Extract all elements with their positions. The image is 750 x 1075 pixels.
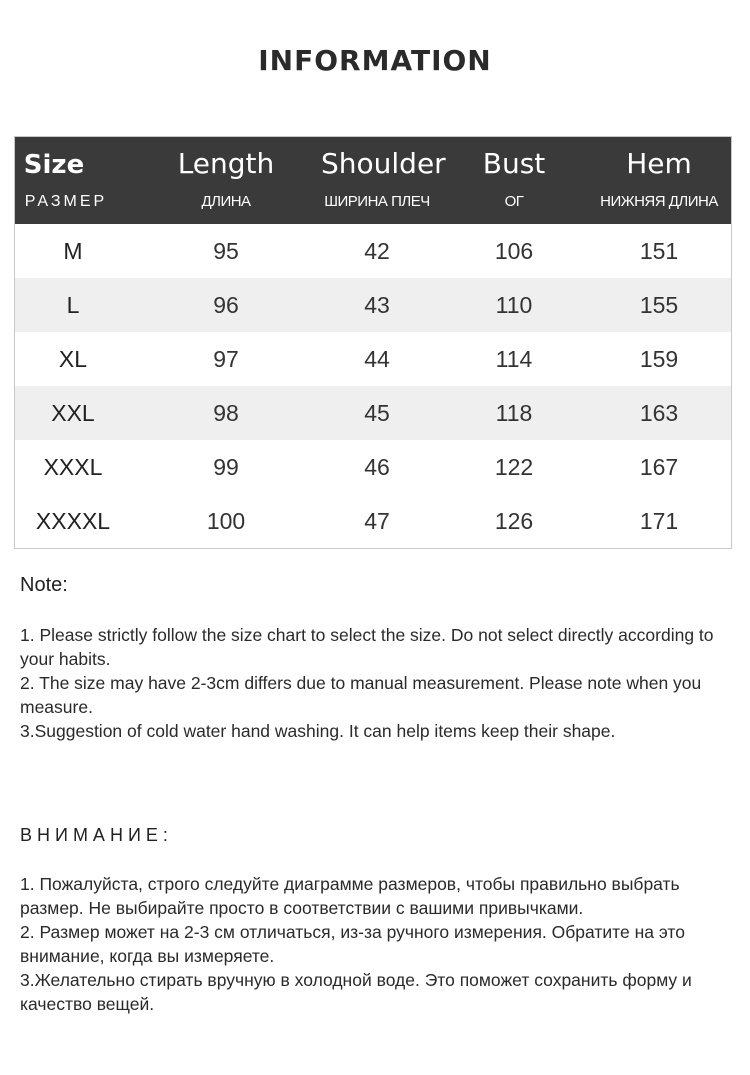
header-length [131, 137, 321, 224]
cell-bust: 106 [494, 238, 534, 264]
note-list [20, 623, 720, 743]
cell-size: XXXL [43, 454, 103, 480]
cell-length: 97 [213, 346, 239, 372]
table-row [15, 332, 731, 386]
cell-length: 99 [213, 454, 239, 480]
cell-size: L [66, 292, 80, 318]
header-length-ru: ДЛИНА [201, 193, 251, 210]
table-row [15, 440, 731, 494]
header-bust-ru: ОГ [504, 193, 524, 210]
header-size-ru: РАЗМЕР [24, 193, 108, 210]
cell-size: XXL [51, 400, 95, 426]
ru-note-list [20, 872, 720, 1016]
cell-hem: 171 [639, 508, 679, 534]
header-bust-en: Bust [482, 147, 546, 180]
note-heading: Note: [20, 574, 68, 596]
header-bust [433, 137, 595, 224]
cell-bust: 110 [495, 292, 533, 318]
table-header [15, 137, 731, 224]
cell-hem: 163 [639, 400, 679, 426]
cell-bust: 122 [494, 454, 534, 480]
cell-bust: 114 [495, 346, 533, 372]
cell-shoulder: 42 [364, 238, 390, 264]
cell-shoulder: 45 [364, 400, 390, 426]
cell-size: XXXXL [35, 508, 111, 534]
cell-shoulder: 44 [364, 346, 390, 372]
table-row [15, 494, 731, 548]
cell-shoulder: 47 [364, 508, 390, 534]
header-length-en: Length [177, 147, 275, 180]
table-row [15, 224, 731, 278]
note-item: 1. Please strictly follow the size chart to select the size. Do not select directly according to your habits. [20, 625, 714, 669]
table-row [15, 278, 731, 332]
cell-hem: 155 [639, 292, 679, 318]
page-title: INFORMATION [258, 44, 492, 77]
cell-length: 98 [213, 400, 239, 426]
cell-shoulder: 46 [364, 454, 390, 480]
note-item: 2. The size may have 2-3cm differs due to manual measurement. Please note when you measure. [20, 673, 702, 717]
header-size-en: Size [23, 150, 85, 180]
ru-note-item: 2. Размер может на 2-3 см отличаться, из-за ручного измерения. Обратите на это внимание, когда вы измеряете. [20, 922, 685, 966]
cell-hem: 167 [639, 454, 679, 480]
cell-hem: 151 [639, 238, 679, 264]
header-hem-en: Hem [626, 147, 692, 180]
ru-note-heading: ВНИМАНИЕ: [20, 825, 173, 845]
header-hem-ru: НИЖНЯЯ ДЛИНА [600, 193, 718, 210]
cell-size: M [63, 238, 83, 264]
cell-size: XL [58, 346, 88, 372]
cell-bust: 126 [494, 508, 534, 534]
cell-hem: 159 [639, 346, 679, 372]
cell-length: 96 [213, 292, 239, 318]
header-shoulder-en: Shoulder [321, 147, 446, 180]
cell-bust: 118 [495, 400, 533, 426]
ru-note-item: 3.Желательно стирать вручную в холодной воде. Это поможет сохранить форму и качество вещей. [20, 970, 692, 1014]
table-row [15, 386, 731, 440]
header-hem [595, 137, 723, 224]
note-item: 3.Suggestion of cold water hand washing. It can help items keep their shape. [20, 721, 616, 741]
header-shoulder-ru: ШИРИНА ПЛЕЧ [324, 193, 430, 210]
cell-length: 95 [213, 238, 239, 264]
ru-note-item: 1. Пожалуйста, строго следуйте диаграмме размеров, чтобы правильно выбрать размер. Не выбирайте просто в соответствии с вашими привычками. [20, 874, 680, 918]
cell-shoulder: 43 [364, 292, 390, 318]
size-chart-table [14, 136, 732, 549]
cell-length: 100 [206, 508, 246, 534]
header-shoulder [321, 137, 446, 224]
header-size [15, 137, 131, 224]
